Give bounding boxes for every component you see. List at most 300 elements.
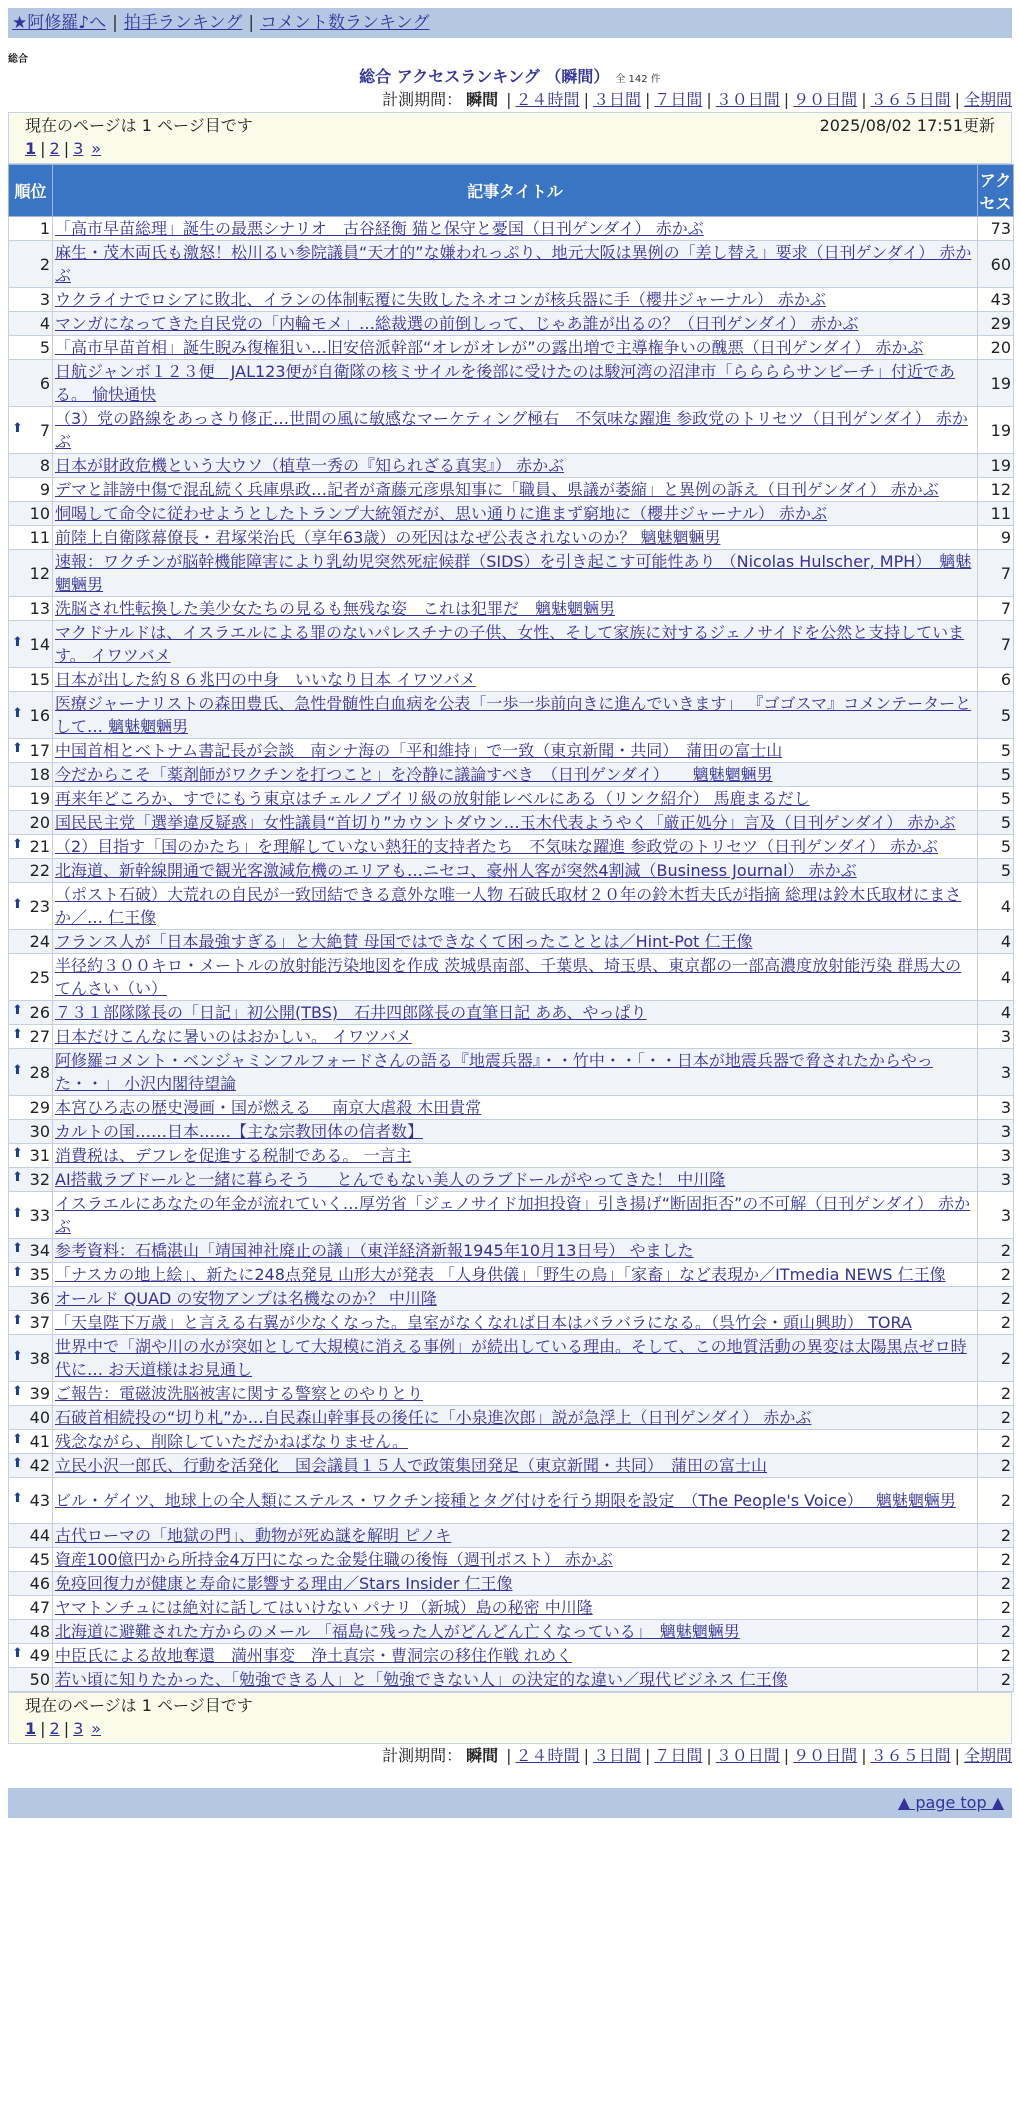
rank-up-arrow-icon: ⬆ [12, 1265, 23, 1280]
table-row [9, 859, 1014, 883]
rank-number: 1 [39, 219, 50, 238]
article-link[interactable]: ウクライナでロシアに敗北、イランの体制転覆に失敗したネオコンが核兵器に手（櫻井ジャーナル） 赤かぶ [55, 290, 826, 309]
article-link[interactable]: イスラエルにあなたの年金が流れていく…厚労省「ジェノサイド加担投資」引き揚げ“断固拒否”の不可解（日刊ゲンダイ） 赤かぶ [55, 1194, 971, 1236]
category-label: 総合 [8, 54, 28, 65]
period-link[interactable]: ３日間 [592, 90, 641, 109]
table-row [9, 1049, 1014, 1096]
table-row [9, 1644, 1014, 1668]
period-separator: | [583, 1746, 589, 1765]
comment-ranking-link[interactable]: コメント数ランキング [260, 13, 430, 33]
rank-cell [9, 1382, 53, 1406]
period-separator: | [783, 90, 790, 109]
rank-cell [9, 835, 53, 859]
table-row [9, 288, 1014, 312]
article-link[interactable]: 「高市早苗総理」誕生の最悪シナリオ 古谷経衡 猫と保守と憂国（日刊ゲンダイ） 赤かぶ [55, 219, 704, 238]
title-cell [53, 336, 978, 360]
article-link[interactable]: 石破首相続投の“切り札”か…自民森山幹事長の後任に「小泉進次郎」説が急浮上（日刊ゲンダイ） 赤かぶ [55, 1408, 812, 1427]
table-row [9, 360, 1014, 407]
rank-up-arrow-icon: ⬆ [12, 1313, 23, 1328]
title-cell [53, 835, 978, 859]
article-link[interactable]: マンガになってきた自民党の「内輪モメ」…総裁選の前倒しって、じゃあ誰が出るの？（日刊ゲンダイ） 赤かぶ [55, 314, 859, 333]
rank-number: 6 [39, 373, 50, 393]
rank-cell [9, 478, 53, 502]
period-link[interactable]: ７日間 [654, 1746, 703, 1765]
period-link[interactable]: ２４時間 [515, 1746, 580, 1765]
rank-up-arrow-icon: ⬆ [12, 1146, 23, 1161]
table-row [9, 1524, 1014, 1548]
title-cell [53, 1263, 978, 1287]
period-separator: | [783, 1746, 790, 1765]
table-row [9, 526, 1014, 550]
rank-number: 10 [29, 504, 50, 523]
rank-cell [9, 550, 53, 597]
rank-cell [9, 1335, 53, 1382]
title-header: 記事タイトル [53, 165, 978, 217]
title-cell [53, 1620, 978, 1644]
table-row [9, 1406, 1014, 1430]
article-link[interactable]: 半径約３００キロ・メートルの放射能汚染地図を作成 茨城県南部、千葉県、埼玉県、東京都の一部高濃度放射能汚染 群馬大のてんさい（い） [55, 956, 962, 998]
period-separator: | [954, 90, 960, 109]
total-count: 全 142 件 [615, 74, 661, 85]
article-link[interactable]: （2）目指す「国のかたち」を理解していない熱狂的支持者たち 不気味な躍進 参政党のトリセツ（日刊ゲンダイ） 赤かぶ [55, 837, 938, 856]
rank-cell [9, 1572, 53, 1596]
period-link[interactable]: ９０日間 [793, 1746, 858, 1765]
article-link[interactable]: 前陸上自衛隊幕僚長・君塚栄治氏（享年63歳）の死因はなぜ公表されないのか？ 魑魅魍魎男 [55, 528, 721, 547]
article-link[interactable]: AI搭載ラブドールと一緒に暮らそう ＿ とんでもない美人のラブドールがやってきた！ 中川隆 [55, 1170, 726, 1189]
rank-cell [9, 1239, 53, 1263]
table-row [9, 407, 1014, 454]
title-cell [53, 1406, 978, 1430]
table-row [9, 1382, 1014, 1406]
access-count: 3 [978, 1120, 1014, 1144]
rank-number: 21 [29, 837, 50, 856]
table-row [9, 668, 1014, 692]
rank-up-arrow-icon: ⬆ [12, 634, 23, 650]
article-link[interactable]: 本宮ひろ志の歴史漫画・国が燃える 南京大虐殺 木田貴常 [55, 1098, 482, 1117]
period-label: 計測期間： [382, 1746, 463, 1765]
table-row [9, 1192, 1014, 1239]
rank-number: 16 [29, 705, 50, 725]
title-cell [53, 1168, 978, 1192]
article-link[interactable]: 免疫回復力が健康と寿命に影響する理由／Stars Insider 仁王像 [55, 1574, 513, 1593]
rank-number: 41 [29, 1432, 50, 1451]
rank-cell [9, 739, 53, 763]
rank-number: 19 [29, 789, 50, 808]
rank-number: 28 [29, 1062, 50, 1082]
title-cell [53, 1192, 978, 1239]
access-count: 3 [978, 1168, 1014, 1192]
access-count: 43 [978, 288, 1014, 312]
table-row [9, 1454, 1014, 1478]
table-row [9, 1120, 1014, 1144]
rank-up-arrow-icon: ⬆ [12, 1491, 23, 1506]
rank-number: 4 [39, 314, 50, 333]
title-cell [53, 454, 978, 478]
rank-cell [9, 859, 53, 883]
period-selector-bottom: 計測期間： 瞬間 | ２４時間 | ３日間 | ７日間 | ３０日間 | ９０日間 | ３６５日間 | 全期間 [382, 1746, 1012, 1765]
access-header: アクセス [978, 165, 1014, 217]
rank-number: 13 [29, 599, 50, 618]
article-link[interactable]: 医療ジャーナリストの森田豊氏、急性骨髄性白血病を公表「一歩一歩前向きに進んでいきます」 『ゴゴスマ』コメンテーターとして… 魑魅魍魎男 [55, 694, 972, 736]
rank-number: 50 [29, 1670, 50, 1689]
access-count: 2 [978, 1644, 1014, 1668]
article-link[interactable]: 「高市早苗首相」誕生睨み復権狙い…旧安倍派幹部“オレがオレが”の露出増で主導権争いの醜悪（日刊ゲンダイ） 赤かぶ [55, 338, 924, 357]
table-row [9, 1025, 1014, 1049]
rank-number: 5 [39, 338, 50, 357]
title-cell [53, 1548, 978, 1572]
article-link[interactable]: 残念ながら、削除していただかねばなりません。 [55, 1432, 408, 1451]
home-link[interactable]: ★阿修羅♪へ [12, 13, 107, 33]
footer-bar [8, 1788, 1012, 1818]
table-row [9, 1144, 1014, 1168]
page-link[interactable]: 3 [73, 1719, 84, 1738]
access-count: 20 [978, 336, 1014, 360]
period-link[interactable]: ２４時間 [515, 90, 580, 109]
page-next-link[interactable]: » [91, 139, 102, 158]
table-row [9, 883, 1014, 930]
title-cell [53, 217, 978, 241]
rank-cell [9, 1263, 53, 1287]
page-current[interactable]: 1 [25, 1719, 37, 1738]
title-cell [53, 811, 978, 835]
rank-number: 38 [29, 1348, 50, 1368]
period-separator: | [954, 1746, 960, 1765]
article-link[interactable]: 古代ローマの「地獄の門」、動物が死ぬ謎を解明 ピノキ [55, 1526, 452, 1545]
article-link[interactable]: 再来年どころか、すでにもう東京はチェルノブイリ級の放射能レベルにある（リンク紹介） 馬鹿まるだし [55, 789, 810, 808]
rank-up-arrow-icon: ⬆ [12, 896, 23, 912]
title-cell [53, 597, 978, 621]
title-cell [53, 407, 978, 454]
rank-cell [9, 1406, 53, 1430]
rank-up-arrow-icon: ⬆ [12, 1348, 23, 1364]
rank-cell [9, 1596, 53, 1620]
access-count: 2 [978, 1668, 1014, 1692]
access-count: 60 [978, 241, 1014, 288]
rank-number: 49 [29, 1646, 50, 1665]
rank-number: 26 [29, 1003, 50, 1022]
title-cell [53, 739, 978, 763]
period-separator: | [861, 1746, 867, 1765]
table-row [9, 930, 1014, 954]
article-link[interactable]: 洗脳され性転換した美少女たちの見るも無残な姿 これは犯罪だ 魑魅魍魎男 [55, 599, 616, 618]
page-next-link[interactable]: » [91, 1719, 102, 1738]
rank-cell [9, 787, 53, 811]
access-count: 3 [978, 1096, 1014, 1120]
rank-number: 33 [29, 1205, 50, 1225]
rank-number: 7 [39, 420, 50, 440]
article-link[interactable]: 速報：ワクチンが脳幹機能障害により乳幼児突然死症候群（SIDS）を引き起こす可能性あり （Nicolas Hulscher, MPH） 魑魅魍魎男 [55, 552, 972, 594]
period-link[interactable]: ３６５日間 [870, 1746, 951, 1765]
period-link[interactable]: ９０日間 [793, 90, 858, 109]
page-separator: | [63, 1719, 70, 1738]
table-row [9, 550, 1014, 597]
rank-cell [9, 1001, 53, 1025]
access-count: 19 [978, 407, 1014, 454]
period-separator: | [644, 90, 651, 109]
clap-ranking-link[interactable]: 拍手ランキング [123, 13, 243, 33]
article-link[interactable]: ご報告：電磁波洗脳被害に関する警察とのやりとり [55, 1384, 424, 1403]
title-cell [53, 550, 978, 597]
title-cell [53, 1668, 978, 1692]
title-cell [53, 1382, 978, 1406]
rank-cell [9, 526, 53, 550]
access-count: 29 [978, 312, 1014, 336]
access-count: 3 [978, 1025, 1014, 1049]
period-link[interactable]: ３６５日間 [870, 90, 951, 109]
article-link[interactable]: 日本だけこんなに暑いのはおかしい。 イワツバメ [55, 1027, 412, 1046]
title-cell [53, 360, 978, 407]
rank-number: 14 [29, 634, 50, 654]
title-cell [53, 930, 978, 954]
rank-number: 24 [29, 932, 50, 951]
access-count: 2 [978, 1478, 1014, 1524]
title-cell [53, 692, 978, 739]
article-link[interactable]: ヤマトンチュには絶対に話してはいけない パナリ（新城）島の秘密 中川隆 [55, 1598, 593, 1617]
table-row [9, 217, 1014, 241]
title-cell [53, 288, 978, 312]
title-cell [53, 1572, 978, 1596]
rank-cell [9, 241, 53, 288]
period-link[interactable]: ７日間 [654, 90, 703, 109]
rank-cell [9, 1025, 53, 1049]
table-row [9, 763, 1014, 787]
rank-number: 31 [29, 1146, 50, 1165]
access-count: 5 [978, 859, 1014, 883]
page-link[interactable]: 2 [49, 1719, 60, 1738]
title-cell [53, 1335, 978, 1382]
access-count: 2 [978, 1287, 1014, 1311]
article-link[interactable]: 「天皇陛下万歳」と言える右翼が少なくなった。皇室がなくなれば日本はバラバラになる。（呉竹会・頭山興助） TORA [55, 1313, 912, 1332]
page-separator: | [40, 139, 46, 158]
article-link[interactable]: （ポスト石破）大荒れの自民が一致団結できる意外な唯一人物 石破氏取材２０年の鈴木哲夫氏が指摘 総理は鈴木氏取材にまさか／… 仁王像 [55, 885, 962, 927]
rank-number: 17 [29, 741, 50, 760]
article-link[interactable]: 中国首相とベトナム書記長が会談 南シナ海の「平和維持」で一致（東京新聞・共同） 蒲田の富士山 [55, 741, 783, 760]
access-count: 2 [978, 1430, 1014, 1454]
article-link[interactable]: フランス人が「日本最強すぎる」と大絶賛 母国ではできなくて困ったこととは／Hint-Pot 仁王像 [55, 932, 753, 951]
title-cell [53, 787, 978, 811]
rank-up-arrow-icon: ⬆ [12, 420, 23, 436]
article-link[interactable]: 若い頃に知りたかった、「勉強できる人」と「勉強できない人」の決定的な違い／現代ビジネス 仁王像 [55, 1670, 788, 1689]
title-cell [53, 859, 978, 883]
page-links [25, 137, 995, 161]
article-link[interactable]: オールド QUAD の安物アンプは名機なのか？ 中川隆 [55, 1289, 437, 1308]
rank-up-arrow-icon: ⬆ [12, 1646, 23, 1661]
table-row [9, 1478, 1014, 1524]
access-count: 2 [978, 1335, 1014, 1382]
title-cell [53, 1644, 978, 1668]
article-link[interactable]: 日本が財政危機という大ウソ（植草一秀の『知られざる真実』） 赤かぶ [55, 456, 565, 475]
article-link[interactable]: 麻生・茂木両氏も激怒！松川るい参院議員“天才的”な嫌われっぷり、地元大阪は異例の「差し替え」要求（日刊ゲンダイ） 赤かぶ [55, 243, 972, 285]
article-link[interactable]: 阿修羅コメント・ベンジャミンフルフォードさんの語る『地震兵器』・・竹中・・「・・日本が地震兵器で脅されたからやった・・」 小沢内閣待望論 [55, 1051, 933, 1093]
table-row [9, 1668, 1014, 1692]
table-row [9, 454, 1014, 478]
rank-cell [9, 1144, 53, 1168]
nav-separator: | [248, 13, 255, 33]
pager-bottom [8, 1692, 1012, 1744]
article-link[interactable]: 「ナスカの地上絵」、新たに248点発見 山形大が発表 「人身供儀」「野生の鳥」「家畜」など表現か／ITmedia NEWS 仁王像 [55, 1265, 946, 1284]
table-row [9, 1096, 1014, 1120]
title-cell [53, 1239, 978, 1263]
table-row [9, 241, 1014, 288]
access-count: 4 [978, 883, 1014, 930]
title-cell [53, 312, 978, 336]
access-count: 5 [978, 763, 1014, 787]
page-info: 現在のページは 1 ページ目です [25, 116, 253, 135]
rank-cell [9, 454, 53, 478]
access-count: 2 [978, 1311, 1014, 1335]
period-current: 瞬間 [466, 90, 499, 109]
period-link[interactable]: ３０日間 [715, 1746, 780, 1765]
rank-up-arrow-icon: ⬆ [12, 1432, 23, 1447]
rank-cell [9, 692, 53, 739]
rank-up-arrow-icon: ⬆ [12, 1384, 23, 1399]
access-count: 3 [978, 1049, 1014, 1096]
title-cell [53, 1524, 978, 1548]
rank-number: 12 [29, 563, 50, 583]
rank-cell [9, 930, 53, 954]
article-link[interactable]: 日航ジャンボ１２３便 JAL123便が自衛隊の核ミサイルを後部に受けたのは駿河湾の沼津市「ららららサンビーチ」付近である。 愉快通快 [55, 362, 955, 404]
rank-cell [9, 1049, 53, 1096]
article-link[interactable]: 参考資料：石橋湛山「靖国神社廃止の議」（東洋経済新報1945年10月13日号） やました [55, 1241, 694, 1260]
article-link[interactable]: 北海道に避難された方からのメール 「福島に残った人がどんどん亡くなっている」 魑魅魍魎男 [55, 1622, 740, 1641]
title-cell [53, 1001, 978, 1025]
page-separator: | [63, 139, 70, 158]
access-count: 19 [978, 454, 1014, 478]
rank-cell [9, 1311, 53, 1335]
access-count: 5 [978, 787, 1014, 811]
period-links [516, 1746, 1012, 1765]
period-link[interactable]: 全期間 [963, 90, 1012, 109]
article-link[interactable]: 立民小沢一郎氏、行動を活発化 国会議員１５人で政策集団発足（東京新聞・共同） 蒲田の富士山 [55, 1456, 768, 1475]
page-links [25, 1717, 995, 1741]
access-count: 2 [978, 1406, 1014, 1430]
rank-number: 2 [39, 254, 50, 274]
rank-number: 42 [29, 1456, 50, 1475]
rank-cell [9, 763, 53, 787]
top-nav-bar [8, 8, 1012, 38]
period-separator: | [706, 1746, 712, 1765]
title-cell [53, 1025, 978, 1049]
period-current: 瞬間 [466, 1746, 499, 1765]
table-row [9, 1572, 1014, 1596]
access-count: 2 [978, 1548, 1014, 1572]
page-link[interactable]: 3 [73, 139, 84, 158]
table-row [9, 1548, 1014, 1572]
rank-cell [9, 621, 53, 668]
rank-number: 34 [29, 1241, 50, 1260]
ranking-title-row [8, 66, 1012, 88]
table-row [9, 1239, 1014, 1263]
title-cell [53, 241, 978, 288]
rank-cell [9, 288, 53, 312]
article-link[interactable]: （3）党の路線をあっさり修正…世間の風に敏感なマーケティング極右 不気味な躍進 参政党のトリセツ（日刊ゲンダイ） 赤かぶ [55, 409, 968, 451]
rank-number: 23 [29, 896, 50, 916]
rank-number: 3 [39, 290, 50, 309]
access-count: 2 [978, 1382, 1014, 1406]
page-title: 総合 アクセスランキング （瞬間） [359, 67, 610, 86]
article-link[interactable]: カルトの国……日本……【主な宗教団体の信者数】 [55, 1122, 424, 1141]
rank-number: 37 [29, 1313, 50, 1332]
access-count: 4 [978, 930, 1014, 954]
page-link[interactable]: 2 [49, 139, 60, 158]
article-link[interactable]: 中臣氏による故地奪還 満州事変 浄土真宗・曹洞宗の移住作戦 れめく [55, 1646, 573, 1665]
rank-cell [9, 668, 53, 692]
period-link[interactable]: 全期間 [963, 1746, 1012, 1765]
pager-top [8, 112, 1012, 164]
article-link[interactable]: ７３１部隊隊長の「日記」初公開(TBS) 石井四郎隊長の直筆日記 ああ、やっぱり [55, 1003, 647, 1022]
page-current[interactable]: 1 [25, 139, 37, 158]
rank-cell [9, 1192, 53, 1239]
rank-cell [9, 217, 53, 241]
title-cell [53, 1144, 978, 1168]
rank-up-arrow-icon: ⬆ [12, 1456, 23, 1471]
access-count: 5 [978, 739, 1014, 763]
rank-number: 25 [29, 967, 50, 987]
access-count: 2 [978, 1263, 1014, 1287]
rank-number: 20 [29, 813, 50, 832]
period-separator: | [706, 90, 712, 109]
rank-up-arrow-icon: ⬆ [12, 1170, 23, 1185]
table-row [9, 1001, 1014, 1025]
access-count: 4 [978, 954, 1014, 1001]
article-link[interactable]: 日本が出した約８６兆円の中身 いいなり日本 イワツバメ [55, 670, 476, 689]
rank-cell [9, 360, 53, 407]
rank-number: 15 [29, 670, 50, 689]
rank-up-arrow-icon: ⬆ [12, 837, 23, 852]
rank-cell [9, 597, 53, 621]
rank-number: 8 [39, 456, 50, 475]
ranking-table [8, 164, 1014, 1692]
table-row [9, 312, 1014, 336]
table-row [9, 1168, 1014, 1192]
access-count: 6 [978, 668, 1014, 692]
article-link[interactable]: 北海道、新幹線開通で観光客激減危機のエリアも…ニセコ、豪州人客が突然4割減（Business Journal） 赤かぶ [55, 861, 857, 880]
access-count: 2 [978, 1596, 1014, 1620]
rank-up-arrow-icon: ⬆ [12, 1205, 23, 1221]
access-count: 2 [978, 1572, 1014, 1596]
period-selector-top: 計測期間： 瞬間 | ２４時間 | ３日間 | ７日間 | ３０日間 | ９０日間 | ３６５日間 | 全期間 [382, 90, 1012, 109]
rank-cell [9, 883, 53, 930]
rank-number: 30 [29, 1122, 50, 1141]
rank-cell [9, 1524, 53, 1548]
nav-separator: | [112, 13, 118, 33]
article-link[interactable]: ビル・ゲイツ、地球上の全人類にステルス・ワクチン接種とタグ付けを行う期限を設定 （The People's Voice） 魑魅魍魎男 [55, 1491, 956, 1510]
article-link[interactable]: デマと誹謗中傷で混乱続く兵庫県政…記者が斎藤元彦県知事に「職員、県議が萎縮」と異例の訴え（日刊ゲンダイ） 赤かぶ [55, 480, 939, 499]
rank-number: 46 [29, 1574, 50, 1593]
article-link[interactable]: 今だからこそ「薬剤師がワクチンを打つこと」を冷静に議論すべき （日刊ゲンダイ） 魑魅魍魎男 [55, 765, 773, 784]
article-link[interactable]: 資産100億円から所持金4万円になった金髪住職の後悔（週刊ポスト） 赤かぶ [55, 1550, 613, 1569]
title-cell [53, 621, 978, 668]
article-link[interactable]: 世界中で「湖や川の水が突如として大規模に消える事例」が続出している理由。そして、この地質活動の異変は太陽黒点ゼロ時代に… お天道様はお見通し [55, 1337, 967, 1379]
page-top-link[interactable]: ▲ page top ▲ [897, 1793, 1004, 1812]
table-row [9, 787, 1014, 811]
article-link[interactable]: 国民民主党「選挙違反疑惑」女性議員“首切り”カウントダウン…玉木代表ようやく「厳正処分」言及（日刊ゲンダイ） 赤かぶ [55, 813, 956, 832]
article-link[interactable]: 恫喝して命令に従わせようとしたトランプ大統領だが、思い通りに進まず窮地に（櫻井ジャーナル） 赤かぶ [55, 504, 827, 523]
article-link[interactable]: 消費税は、デフレを促進する税制である。 一言主 [55, 1146, 412, 1165]
access-count: 5 [978, 692, 1014, 739]
period-link[interactable]: ３０日間 [715, 90, 780, 109]
access-count: 7 [978, 621, 1014, 668]
access-count: 2 [978, 1524, 1014, 1548]
table-row [9, 1335, 1014, 1382]
rank-number: 18 [29, 765, 50, 784]
rank-number: 47 [29, 1598, 50, 1617]
updated-time: 2025/08/02 17:51更新 [819, 116, 995, 135]
access-count: 19 [978, 360, 1014, 407]
article-link[interactable]: マクドナルドは、イスラエルによる罪のないパレスチナの子供、女性、そして家族に対するジェノサイドを公然と支持しています。 イワツバメ [55, 623, 965, 665]
period-link[interactable]: ３日間 [592, 1746, 641, 1765]
access-count: 2 [978, 1239, 1014, 1263]
